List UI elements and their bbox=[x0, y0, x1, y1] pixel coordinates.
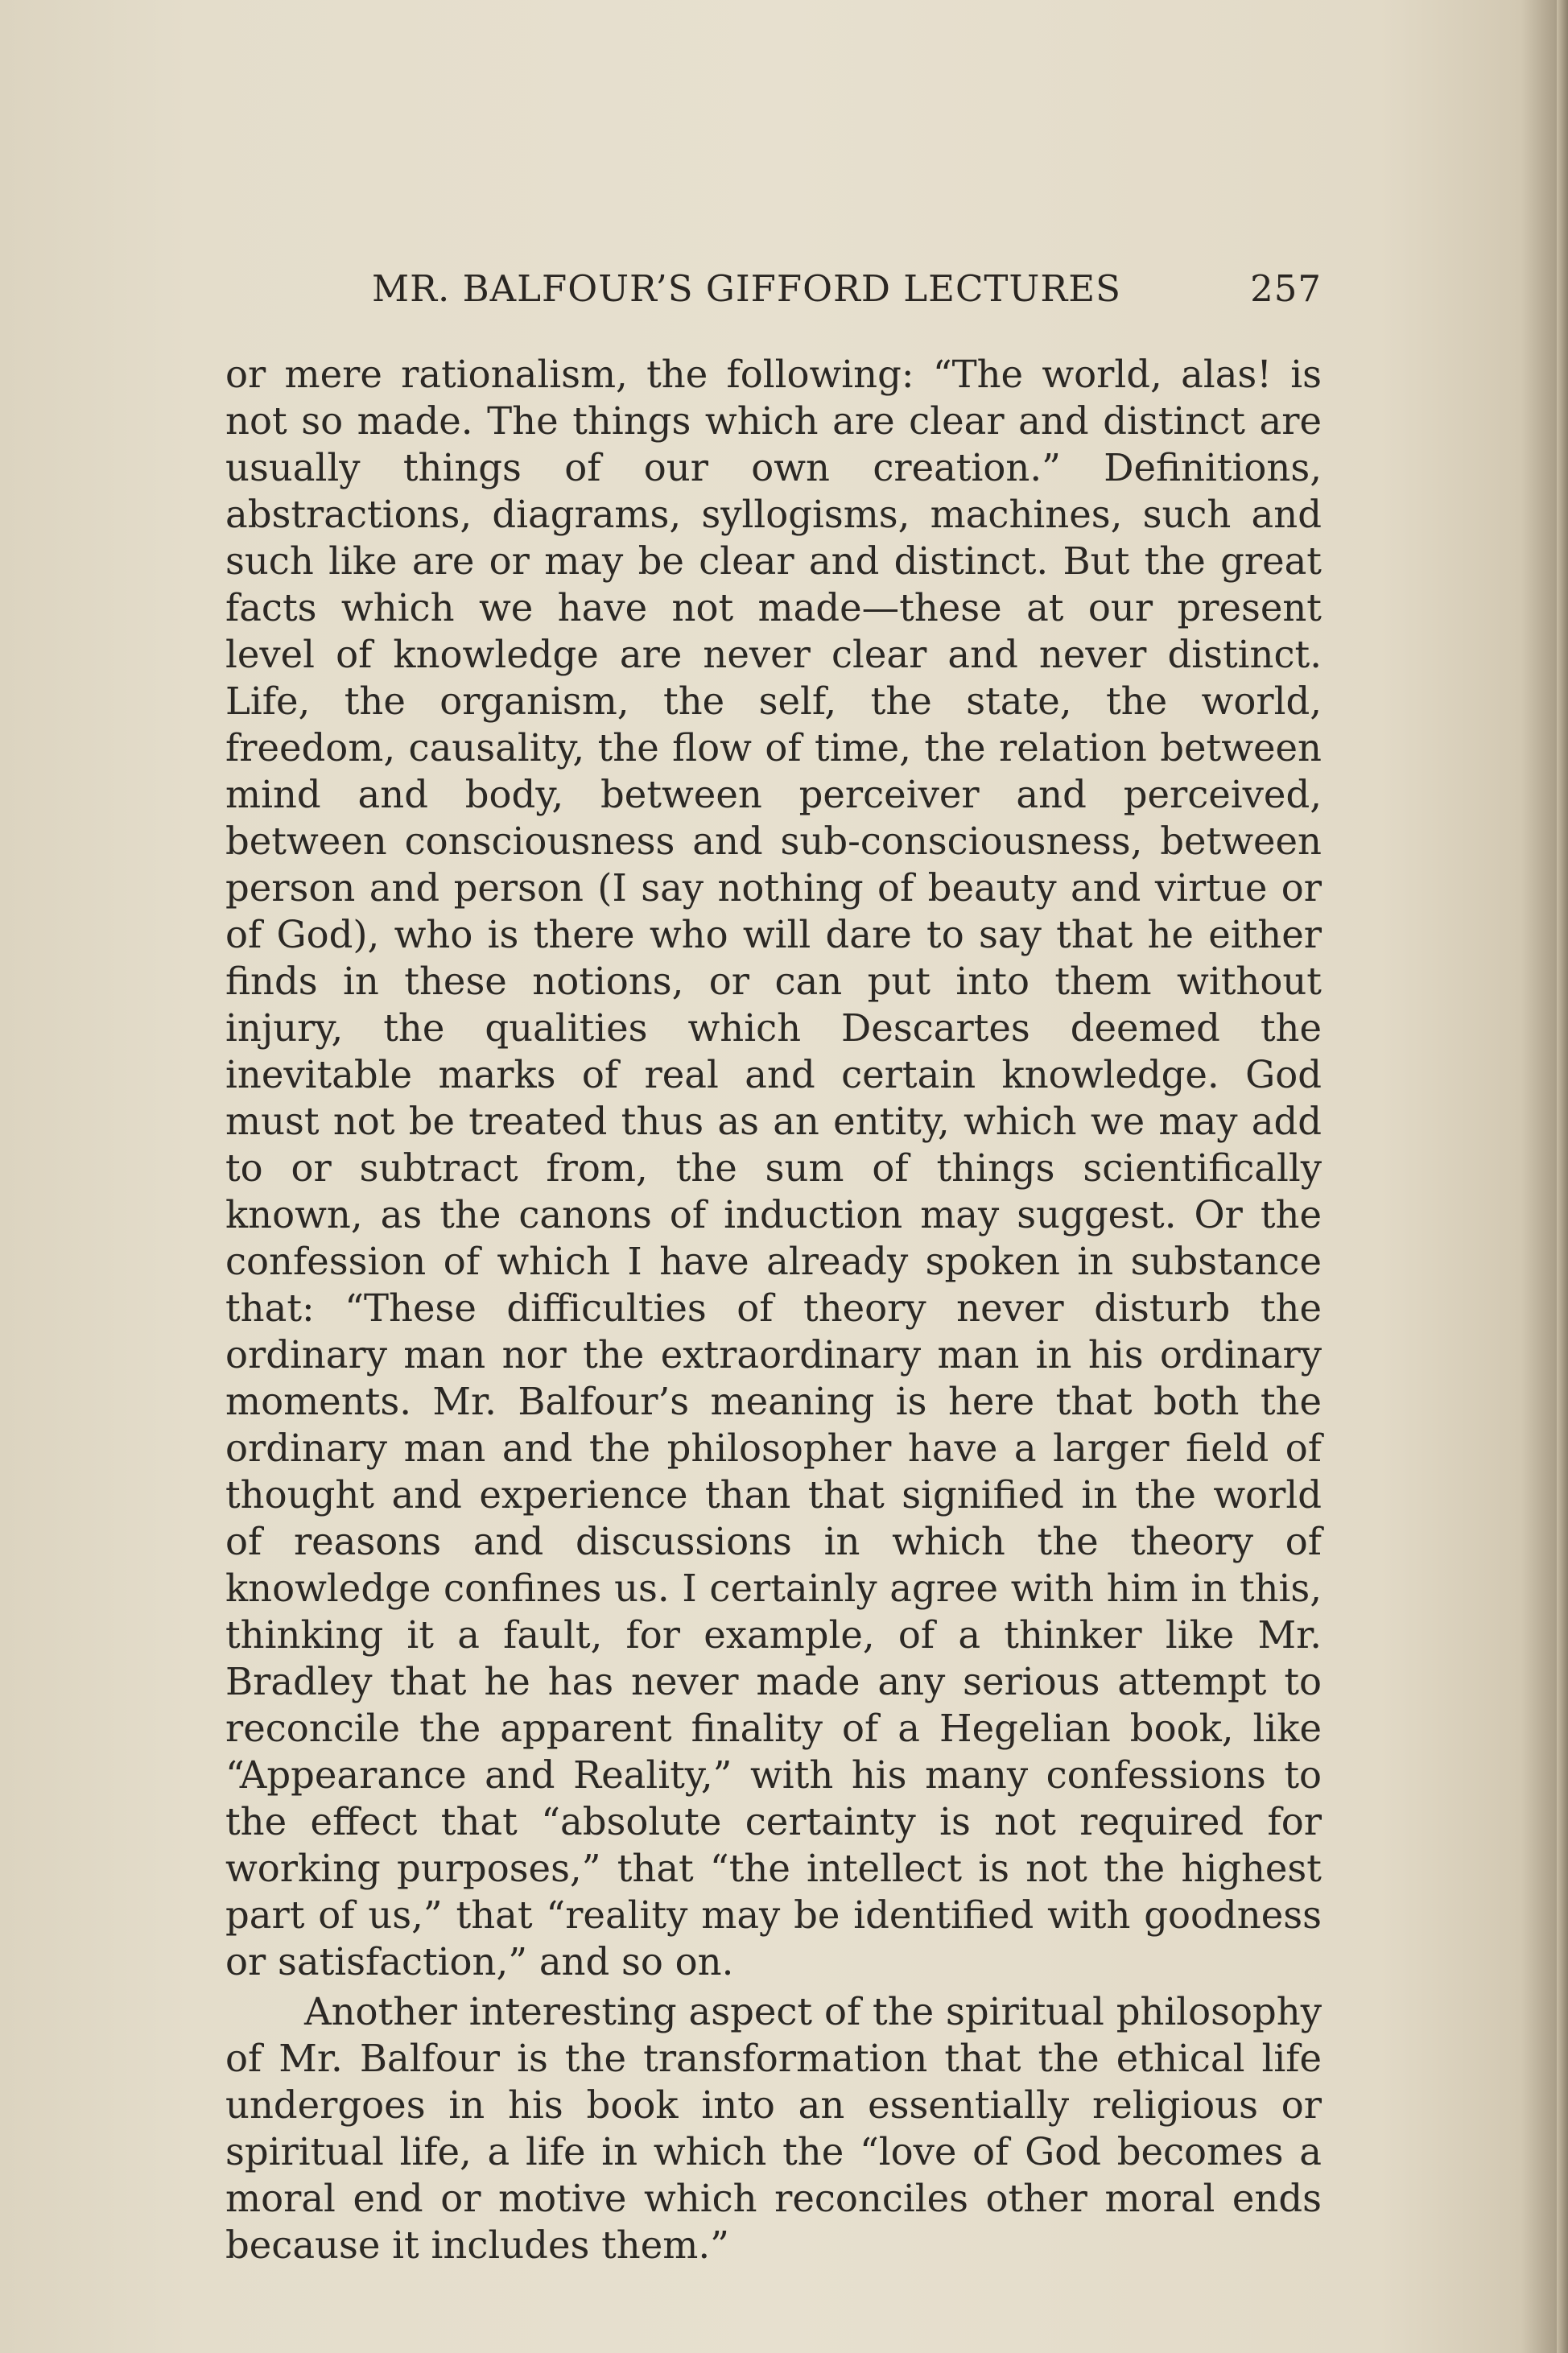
running-title: MR. BALFOUR’S GIFFORD LECTURES bbox=[372, 267, 1121, 310]
page-number: 257 bbox=[1250, 267, 1322, 310]
paragraph: Another interesting aspect of the spiritual philosophy of Mr. Balfour is the transformation that the ethical life undergoes in his book into an essentially religious or spiritual life, a life in which the “love of God becomes a moral end or motive which reconciles other moral ends because it includes them.” bbox=[225, 1990, 1322, 2267]
paragraph: or mere rationalism, the following: “The world, alas! is not so made. The things which are clear and distinct are usually things of our own creation.” Definitions, abstractions, diagrams, syllogisms, machines, such and such like are or may be clear and distinct. But the great facts which we have not made—these at our present level of knowledge are never clear and never distinct. Life, the organism, the self, the state, the world, freedom, causality, the flow of time, the relation between mind and body, between perceiver and perceived, between consciousness and sub-consciousness, between person and person (I say nothing of beauty and virtue or of God), who is there who will dare to say that he either finds in these notions, or can put into them without injury, the qualities which Descartes deemed the inevitable marks of real and certain knowledge. God must not be treated thus as an entity, which we may add to or subtract from, the sum of things scientifically known, as the canons of induction may suggest. Or the confession of which I have already spoken in substance that: “These difficulties of theory never disturb the ordinary man nor the extraordinary man in his ordinary moments. Mr. Balfour’s meaning is here that both the ordinary man and the philosopher have a larger field of thought and experience than that signified in the world of reasons and discussions in which the theory of knowledge confines us. I certainly agree with him in this, thinking it a fault, for example, of a thinker like Mr. Bradley that he has never made any serious attempt to reconcile the apparent finality of a Hegelian book, like “Appearance and Reality,” with his many confessions to the effect that “absolute certainty is not required for working purposes,” that “the intellect is not the highest part of us,” that “reality may be identified with goodness or satisfaction,” and so on. bbox=[225, 353, 1322, 1984]
body-text bbox=[225, 351, 1322, 2268]
running-head bbox=[372, 267, 1322, 316]
